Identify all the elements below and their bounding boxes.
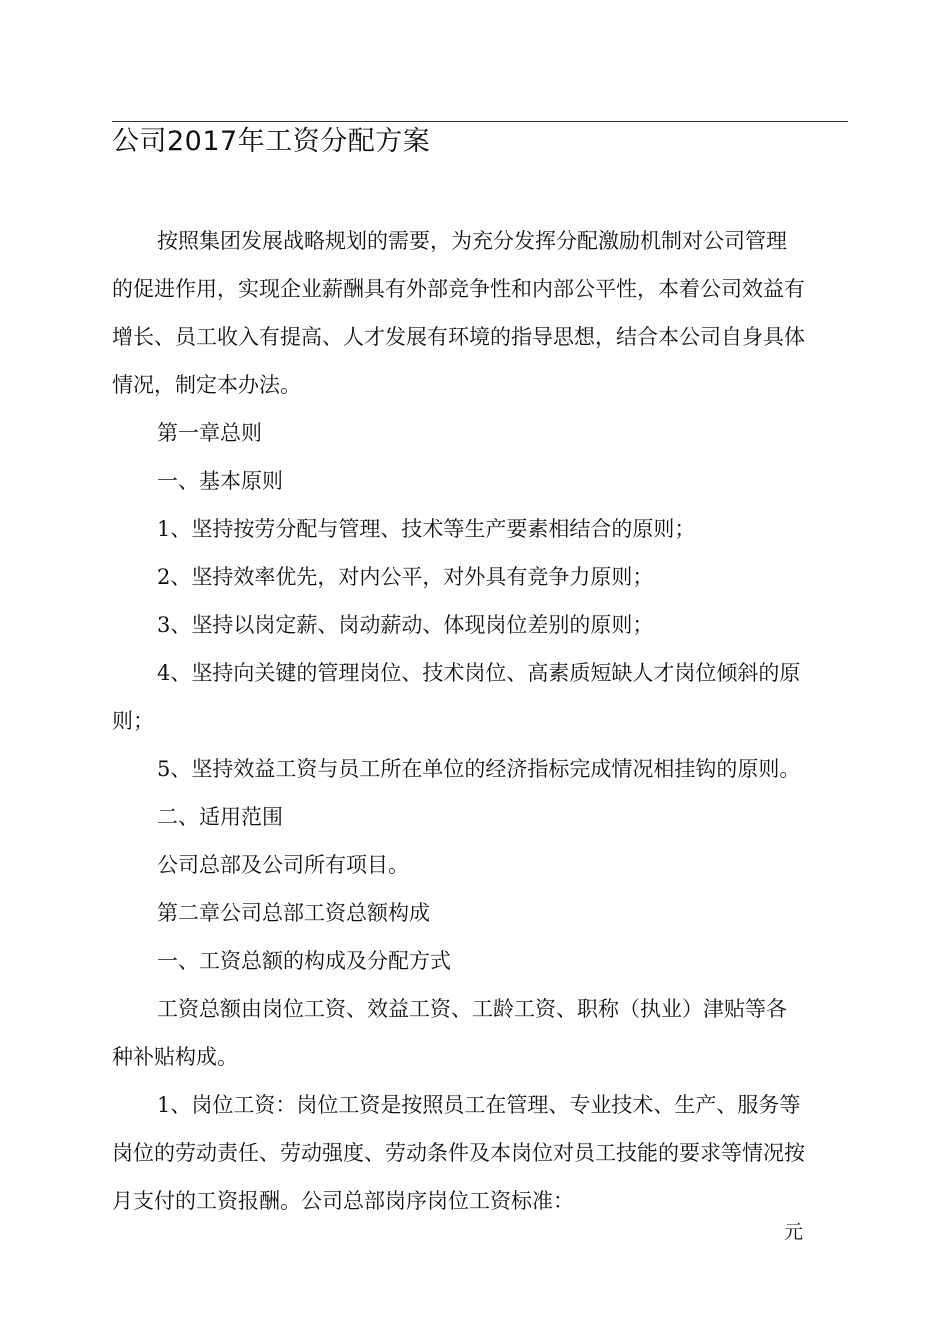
paragraph-line: 增长、员工收入有提高、人才发展有环境的指导思想，结合本公司自身具体 (112, 325, 805, 349)
document-title: 公司2017年工资分配方案 (112, 126, 431, 157)
list-item: 3、坚持以岗定薪、岗动薪动、体现岗位差别的原则； (157, 613, 654, 637)
currency-unit-label: 元 (784, 1221, 804, 1243)
section-heading: 一、基本原则 (157, 469, 283, 493)
paragraph-line: 1、岗位工资：岗位工资是按照员工在管理、专业技术、生产、服务等 (157, 1093, 801, 1117)
chapter-heading: 第一章总则 (157, 421, 262, 445)
section-heading: 二、适用范围 (157, 805, 283, 829)
paragraph-line: 按照集团发展战略规划的需要，为充分发挥分配激励机制对公司管理 (157, 229, 787, 253)
paragraph-line: 情况，制定本办法。 (112, 373, 301, 397)
list-item: 5、坚持效益工资与员工所在单位的经济指标完成情况相挂钩的原则。 (157, 757, 801, 781)
section-heading: 一、工资总额的构成及分配方式 (157, 949, 451, 973)
paragraph-line: 种补贴构成。 (112, 1045, 238, 1069)
paragraph-line: 工资总额由岗位工资、效益工资、工龄工资、职称（执业）津贴等各 (157, 997, 787, 1021)
list-item: 4、坚持向关键的管理岗位、技术岗位、高素质短缺人才岗位倾斜的原 (157, 661, 801, 685)
list-item: 1、坚持按劳分配与管理、技术等生产要素相结合的原则； (157, 517, 696, 541)
paragraph-line: 公司总部及公司所有项目。 (157, 853, 409, 877)
paragraph-line: 月支付的工资报酬。公司总部岗序岗位工资标准： (112, 1189, 574, 1213)
paragraph-line: 岗位的劳动责任、劳动强度、劳动条件及本岗位对员工技能的要求等情况按 (112, 1141, 805, 1165)
list-item: 2、坚持效率优先，对内公平，对外具有竞争力原则； (157, 565, 654, 589)
paragraph-line: 的促进作用，实现企业薪酬具有外部竞争性和内部公平性，本着公司效益有 (112, 277, 805, 301)
list-item-continuation: 则； (112, 709, 154, 733)
chapter-heading: 第二章公司总部工资总额构成 (157, 901, 430, 925)
